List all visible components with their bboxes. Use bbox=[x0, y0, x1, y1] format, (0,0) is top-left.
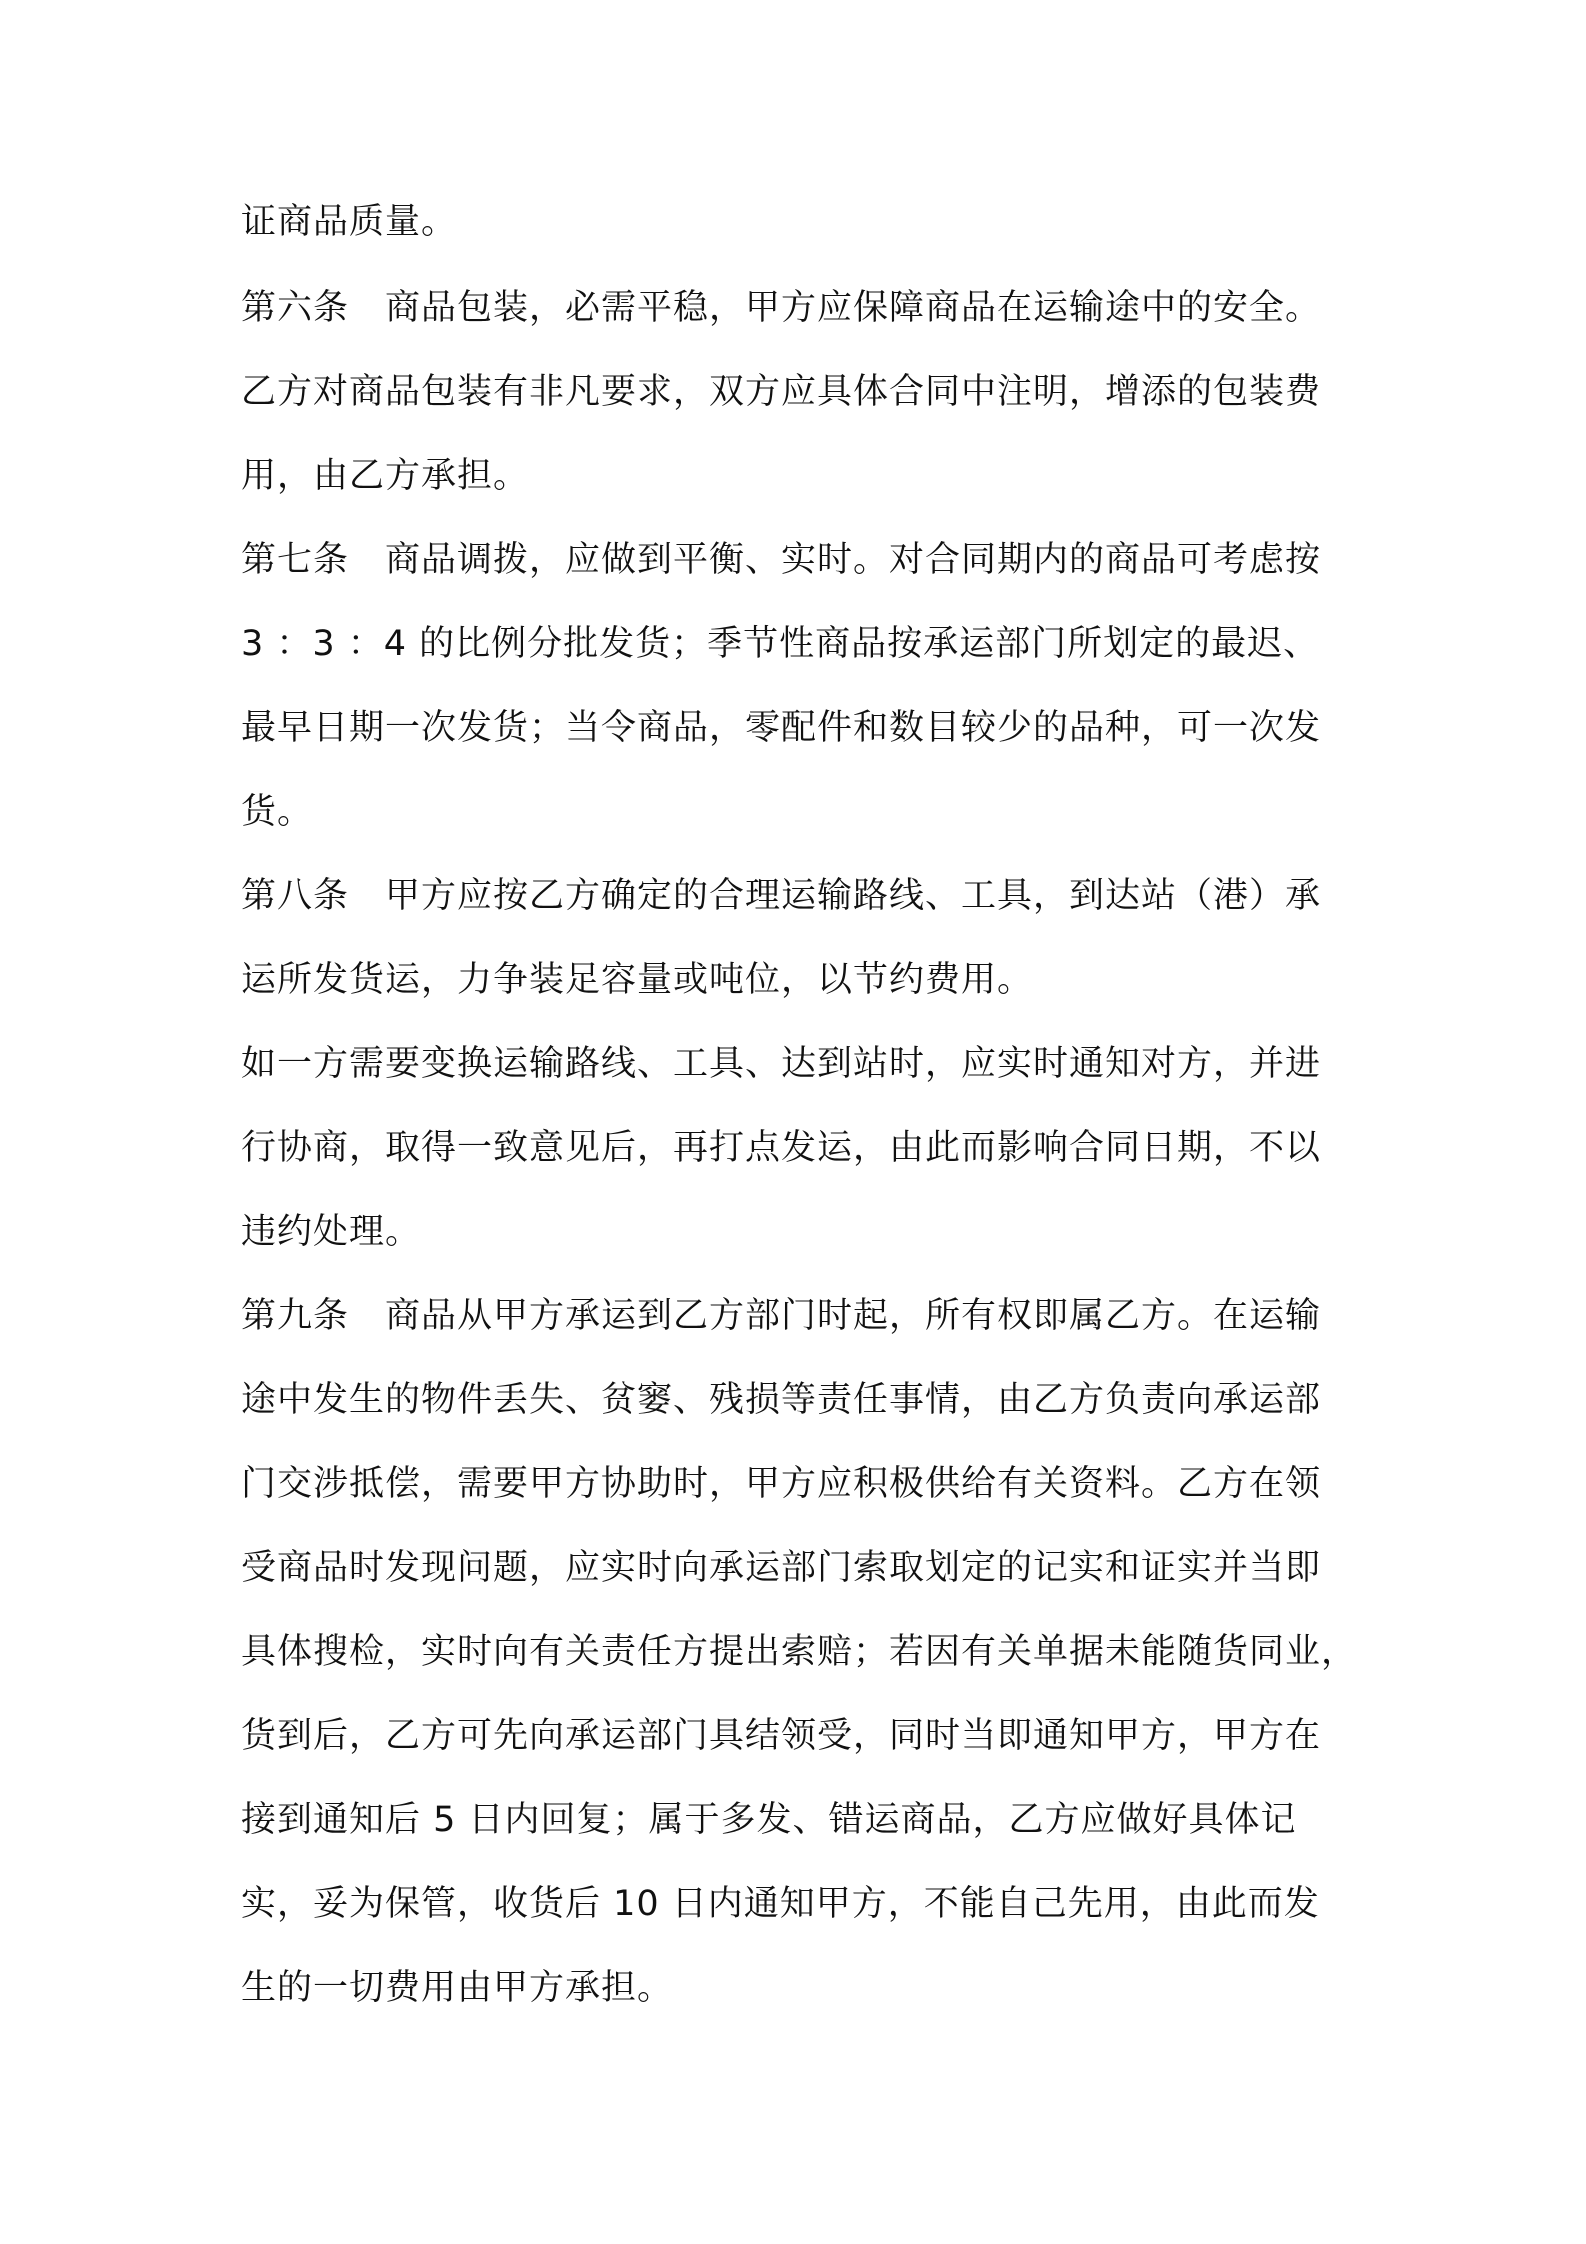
text-line: 货。 bbox=[241, 792, 314, 832]
text-line: 接到通知后 5 日内回复；属于多发、错运商品，乙方应做好具体记 bbox=[241, 1800, 1297, 1840]
text-line: 证商品质量。 bbox=[241, 202, 458, 242]
text-line: 第九条 商品从甲方承运到乙方部门时起，所有权即属乙方。在运输 bbox=[241, 1296, 1322, 1336]
text-line: 乙方对商品包装有非凡要求，双方应具体合同中注明，增添的包装费 bbox=[241, 372, 1322, 412]
text-line: 3 ：3 ：4 的比例分批发货；季节性商品按承运部门所划定的最迟、 bbox=[241, 624, 1320, 664]
text-line: 用，由乙方承担。 bbox=[241, 456, 530, 496]
text-line: 实，妥为保管，收货后 10 日内通知甲方，不能自己先用，由此而发 bbox=[241, 1884, 1320, 1924]
text-line: 第七条 商品调拨，应做到平衡、实时。对合同期内的商品可考虑按 bbox=[241, 540, 1322, 580]
text-line: 如一方需要变换运输路线、工具、达到站时，应实时通知对方，并进 bbox=[241, 1044, 1322, 1084]
text-line: 最早日期一次发货；当令商品，零配件和数目较少的品种，可一次发 bbox=[241, 708, 1322, 748]
text-line: 货到后，乙方可先向承运部门具结领受，同时当即通知甲方，甲方在 bbox=[241, 1716, 1322, 1756]
text-line: 违约处理。 bbox=[241, 1212, 422, 1252]
text-line: 门交涉抵偿，需要甲方协助时，甲方应积极供给有关资料。乙方在领 bbox=[241, 1464, 1322, 1504]
text-line: 生的一切费用由甲方承担。 bbox=[241, 1968, 674, 2008]
text-line: 途中发生的物件丢失、贫窭、残损等责任事情，由乙方负责向承运部 bbox=[241, 1380, 1322, 1420]
text-line: 受商品时发现问题，应实时向承运部门索取划定的记实和证实并当即 bbox=[241, 1548, 1322, 1588]
text-line: 第八条 甲方应按乙方确定的合理运输路线、工具，到达站（港）承 bbox=[241, 876, 1322, 916]
text-line: 第六条 商品包装，必需平稳，甲方应保障商品在运输途中的安全。 bbox=[241, 288, 1322, 328]
text-line: 具体搜检，实时向有关责任方提出索赔；若因有关单据未能随货同业， bbox=[241, 1632, 1358, 1672]
text-line: 行协商，取得一致意见后，再打点发运，由此而影响合同日期，不以 bbox=[241, 1128, 1322, 1168]
text-line: 运所发货运，力争装足容量或吨位，以节约费用。 bbox=[241, 960, 1034, 1000]
